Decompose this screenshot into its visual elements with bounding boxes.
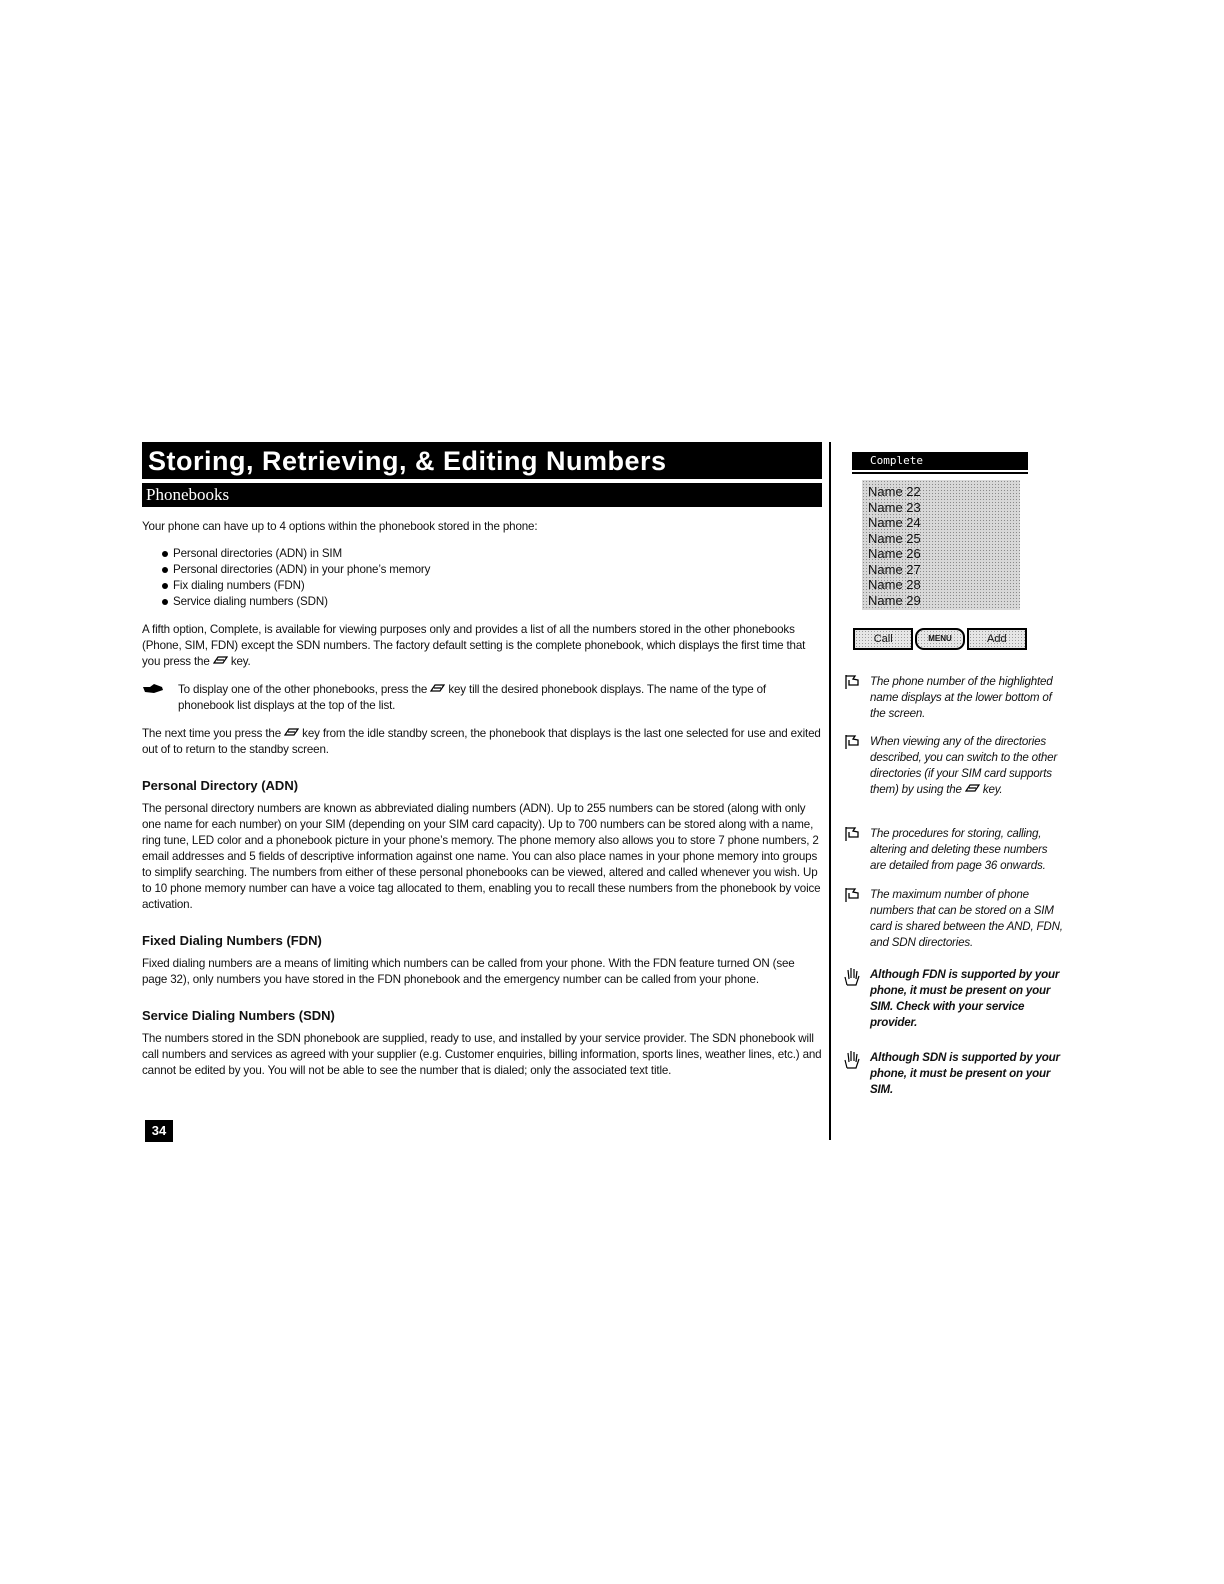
pointing-hand-icon bbox=[142, 682, 178, 714]
subsection-heading-sdn: Service Dialing Numbers (SDN) bbox=[142, 1008, 335, 1023]
list-item: Personal directories (ADN) in SIM bbox=[162, 546, 822, 562]
list-item[interactable]: Name 25 bbox=[868, 530, 921, 546]
phone-softkeys bbox=[852, 628, 1028, 650]
flag-icon bbox=[834, 826, 870, 874]
side-note: The maximum number of phone numbers that can be stored on a SIM card is shared between the AND, FDN, and SDN directories. bbox=[834, 887, 1064, 951]
side-note: The phone number of the highlighted name displays at the lower bottom of the screen. bbox=[834, 674, 1064, 722]
side-note-warning: Although SDN is supported by your phone, it must be present on your SIM. bbox=[834, 1050, 1064, 1098]
list-item[interactable]: Name 27 bbox=[868, 561, 921, 577]
page-number: 34 bbox=[145, 1120, 173, 1142]
phonebook-key-icon bbox=[430, 682, 445, 698]
list-item[interactable]: Name 29 bbox=[868, 592, 921, 608]
phonebook-options-list bbox=[142, 546, 822, 610]
side-note: When viewing any of the directories described, you can switch to the other directories (if your SIM card supports them) by using the key. bbox=[834, 734, 1064, 798]
phone-name-list bbox=[862, 480, 1020, 610]
column-divider bbox=[829, 442, 831, 1140]
side-note: The procedures for storing, calling, altering and deleting these numbers are detailed from page 36 onwards. bbox=[834, 826, 1064, 874]
flag-icon bbox=[834, 887, 870, 951]
main-column bbox=[142, 442, 822, 1079]
intro-paragraph: Your phone can have up to 4 options within the phonebook stored in the phone: bbox=[142, 520, 538, 533]
bullet-icon bbox=[162, 599, 168, 605]
list-item[interactable]: Name 26 bbox=[868, 546, 921, 561]
hand-icon bbox=[834, 1050, 870, 1098]
phone-header-rule bbox=[852, 472, 1028, 474]
phone-screen-header: Complete bbox=[852, 452, 1028, 470]
next-time-paragraph: The next time you press the key from the idle standby screen, the phonebook that displays is the last one selected for use and exited out of to return to the standby screen. bbox=[142, 727, 821, 756]
subsection-heading-fdn: Fixed Dialing Numbers (FDN) bbox=[142, 933, 322, 948]
list-item[interactable]: Name 28 bbox=[868, 577, 921, 592]
list-item: Fix dialing numbers (FDN) bbox=[162, 578, 822, 594]
side-note-warning: Although FDN is supported by your phone, it must be present on your SIM. Check with your service provider. bbox=[834, 967, 1064, 1031]
subsection-body-fdn: Fixed dialing numbers are a means of limiting which numbers can be called from your phone. With the FDN feature turned ON (see page 32), only numbers you have stored in the FDN phonebook and the emergency number can be called from your phone. bbox=[142, 957, 795, 986]
list-item[interactable]: Name 23 bbox=[868, 499, 921, 515]
bullet-icon bbox=[162, 567, 168, 573]
phonebook-key-icon bbox=[284, 726, 299, 742]
add-softkey[interactable]: Add bbox=[967, 628, 1027, 650]
list-item: Service dialing numbers (SDN) bbox=[162, 594, 822, 610]
subsection-body-adn: The personal directory numbers are known as abbreviated dialing numbers (ADN). Up to 255 numbers can be stored (along with only one name for each number) on your SIM (depending on your SIM card capacity). Up to 700 numbers can be stored along with a name, ring tune, LED color and a phonebook picture in your phone’s memory. The phone memory also allows you to store 7 phone numbers, 2 email addresses and 5 fields of descriptive information against one name. You can also place names in your phone memory into groups to simplify searching. The numbers from either of these personal phonebooks can be viewed, altered and called whenever you wish. Up to 10 phone memory number can have a voice tag allocated to them, enabling you to recall these numbers from the phonebook by voice activation. bbox=[142, 802, 821, 911]
phone-screen bbox=[852, 452, 1028, 652]
list-item: Personal directories (ADN) in your phone’s memory bbox=[162, 562, 822, 578]
flag-icon bbox=[834, 734, 870, 798]
bullet-icon bbox=[162, 551, 168, 557]
subsection-heading-adn: Personal Directory (ADN) bbox=[142, 778, 299, 793]
chapter-title: Storing, Retrieving, & Editing Numbers bbox=[142, 442, 822, 479]
menu-softkey[interactable]: MENU bbox=[915, 628, 964, 650]
call-softkey[interactable]: Call bbox=[853, 628, 913, 650]
bullet-icon bbox=[162, 583, 168, 589]
list-item[interactable]: Name 22 bbox=[868, 484, 921, 499]
fifth-option-paragraph: A fifth option, Complete, is available for viewing purposes only and provides a list of all the numbers stored in the other phonebooks (Phone, SIM, FDN) except the SDN numbers. The factory default setting is the complete phonebook, which displays the first time that you press the key. bbox=[142, 623, 806, 668]
pointer-note: To display one of the other phonebooks, press the key till the desired phonebook displays. The name of the type of phonebook list displays at the top of the list. bbox=[142, 682, 822, 714]
hand-icon bbox=[834, 967, 870, 1031]
flag-icon bbox=[834, 674, 870, 722]
subsection-body-sdn: The numbers stored in the SDN phonebook are supplied, ready to use, and installed by your service provider. The SDN phonebook will call numbers and services as agreed with your supplier (e.g. Customer enquiries, billing information, sports lines, weather lines, etc.) and cannot be edited by you. You will not be able to see the number that is dialed; only the associated text title. bbox=[142, 1032, 822, 1077]
section-title: Phonebooks bbox=[142, 483, 822, 507]
list-item[interactable]: Name 24 bbox=[868, 515, 921, 530]
phonebook-key-icon bbox=[965, 782, 980, 798]
phonebook-key-icon bbox=[213, 654, 228, 670]
